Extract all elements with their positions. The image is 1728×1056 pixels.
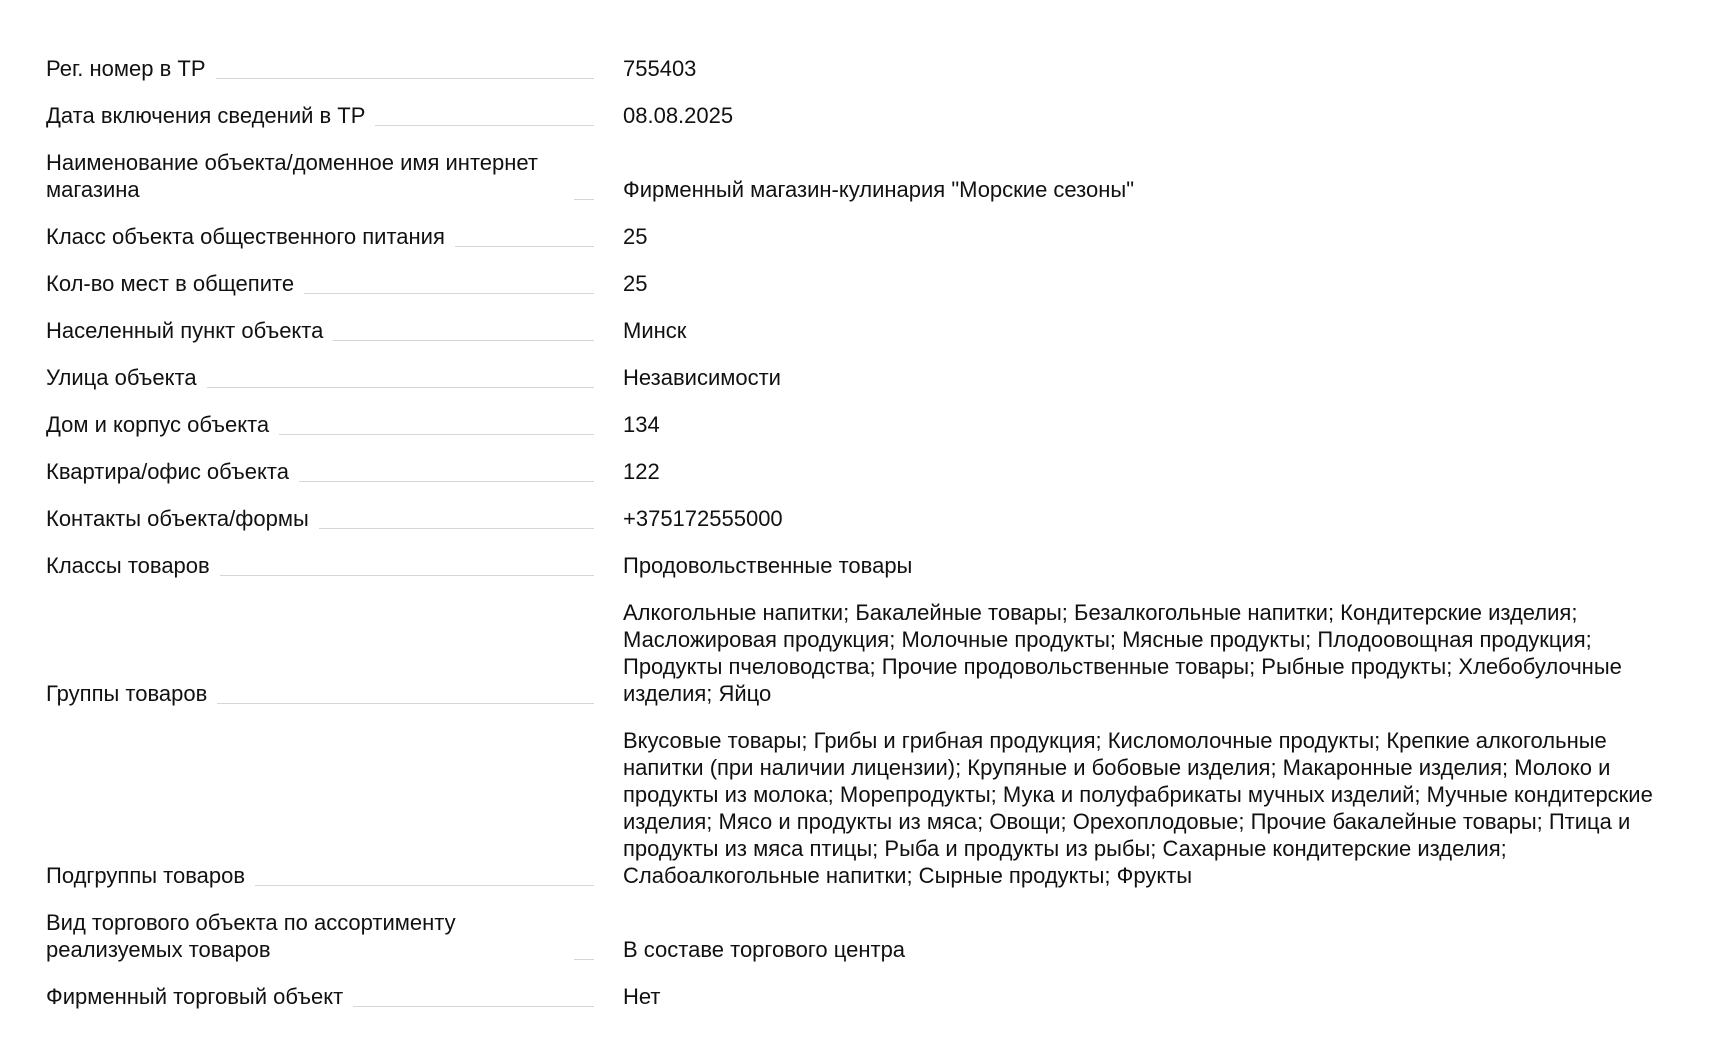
leader-line xyxy=(319,527,594,529)
leader-line xyxy=(255,884,594,886)
field-value: В составе торгового центра xyxy=(623,937,906,962)
field-row-contacts xyxy=(46,505,1696,532)
leader-line xyxy=(574,958,594,960)
field-row-house xyxy=(46,411,1696,438)
field-value: Нет xyxy=(623,984,661,1009)
field-label-container xyxy=(46,505,594,532)
field-label: Класс объекта общественного питания xyxy=(46,224,445,249)
leader-line xyxy=(304,292,594,294)
field-value: 25 xyxy=(623,224,648,249)
leader-line xyxy=(333,339,594,341)
field-row-inclusion-date xyxy=(46,102,1696,129)
field-label-container xyxy=(46,223,594,250)
field-label: Контакты объекта/формы xyxy=(46,506,309,531)
field-row-object-name xyxy=(46,149,1696,203)
field-row-office xyxy=(46,458,1696,485)
field-label-container xyxy=(46,102,594,129)
field-label: Дом и корпус объекта xyxy=(46,412,270,437)
field-label: Наименование объекта/доменное имя интернет магазина xyxy=(46,150,538,202)
field-label-container xyxy=(46,680,594,707)
field-label-container xyxy=(46,552,594,579)
field-value: 134 xyxy=(623,412,660,437)
field-label: Подгруппы товаров xyxy=(46,863,246,888)
field-label: Вид торгового объекта по ассортименту реализуемых товаров xyxy=(46,910,456,962)
field-label-container xyxy=(46,411,594,438)
field-row-locality xyxy=(46,317,1696,344)
field-row-object-type xyxy=(46,909,1696,963)
field-value: Фирменный магазин-кулинария "Морские сезоны" xyxy=(623,177,1135,202)
field-label: Квартира/офис объекта xyxy=(46,459,289,484)
field-label-container xyxy=(46,983,594,1010)
field-row-goods-subgroups xyxy=(46,727,1696,889)
leader-line xyxy=(353,1005,594,1007)
leader-line xyxy=(299,480,594,482)
field-row-goods-groups xyxy=(46,599,1696,707)
field-row-branded xyxy=(46,983,1696,1010)
field-row-seats xyxy=(46,270,1696,297)
leader-line xyxy=(375,124,594,126)
field-label: Классы товаров xyxy=(46,553,210,578)
field-row-catering-class xyxy=(46,223,1696,250)
field-label: Группы товаров xyxy=(46,681,208,706)
leader-line xyxy=(207,386,594,388)
leader-line xyxy=(279,433,594,435)
field-value: 25 xyxy=(623,271,648,296)
field-label-container xyxy=(46,862,594,889)
field-value: Минск xyxy=(623,318,687,343)
field-value: Продовольственные товары xyxy=(623,553,913,578)
leader-line xyxy=(574,198,594,200)
field-value: Вкусовые товары; Грибы и грибная продукция; Кисломолочные продукты; Крепкие алкогольные напитки (при наличии лицензии); Крупяные и бобовые изделия; Макаронные изделия; Молоко и продукты из молока; Морепродукты; Мука и полуфабрикаты мучных изделий; Мучные кондитерские изделия; Мясо и продукты из мяса; Овощи; Орехоплодовые; Прочие бакалейные товары; Птица и продукты из мяса птицы; Рыба и продукты из рыбы; Сахарные кондитерские изделия; Слабоалкогольные напитки; Сырные продукты; Фрукты xyxy=(623,728,1653,888)
field-label-container xyxy=(46,55,594,82)
field-value: Независимости xyxy=(623,365,781,390)
leader-line xyxy=(216,77,594,79)
leader-line xyxy=(220,574,594,576)
field-label-container xyxy=(46,149,594,203)
field-label-container xyxy=(46,909,594,963)
field-label: Улица объекта xyxy=(46,365,197,390)
field-row-reg-number xyxy=(46,55,1696,82)
field-label-container xyxy=(46,317,594,344)
field-label: Дата включения сведений в ТР xyxy=(46,103,366,128)
field-label: Фирменный торговый объект xyxy=(46,984,344,1009)
field-value: 122 xyxy=(623,459,660,484)
field-label-container xyxy=(46,364,594,391)
field-label-container xyxy=(46,270,594,297)
leader-line xyxy=(455,245,594,247)
leader-line xyxy=(217,702,594,704)
field-row-street xyxy=(46,364,1696,391)
field-value: 755403 xyxy=(623,56,697,81)
details-list xyxy=(46,55,1696,1030)
field-row-goods-classes xyxy=(46,552,1696,579)
field-label: Кол-во мест в общепите xyxy=(46,271,295,296)
field-label-container xyxy=(46,458,594,485)
field-value: 08.08.2025 xyxy=(623,103,734,128)
field-value: +375172555000 xyxy=(623,506,783,531)
field-label: Рег. номер в ТР xyxy=(46,56,206,81)
field-value: Алкогольные напитки; Бакалейные товары; Безалкогольные напитки; Кондитерские изделия; Масложировая продукция; Молочные продукты; Мясные продукты; Плодоовощная продукция; Продукты пчеловодства; Прочие продовольственные товары; Рыбные продукты; Хлебобулочные изделия; Яйцо xyxy=(623,600,1622,706)
field-label: Населенный пункт объекта xyxy=(46,318,324,343)
